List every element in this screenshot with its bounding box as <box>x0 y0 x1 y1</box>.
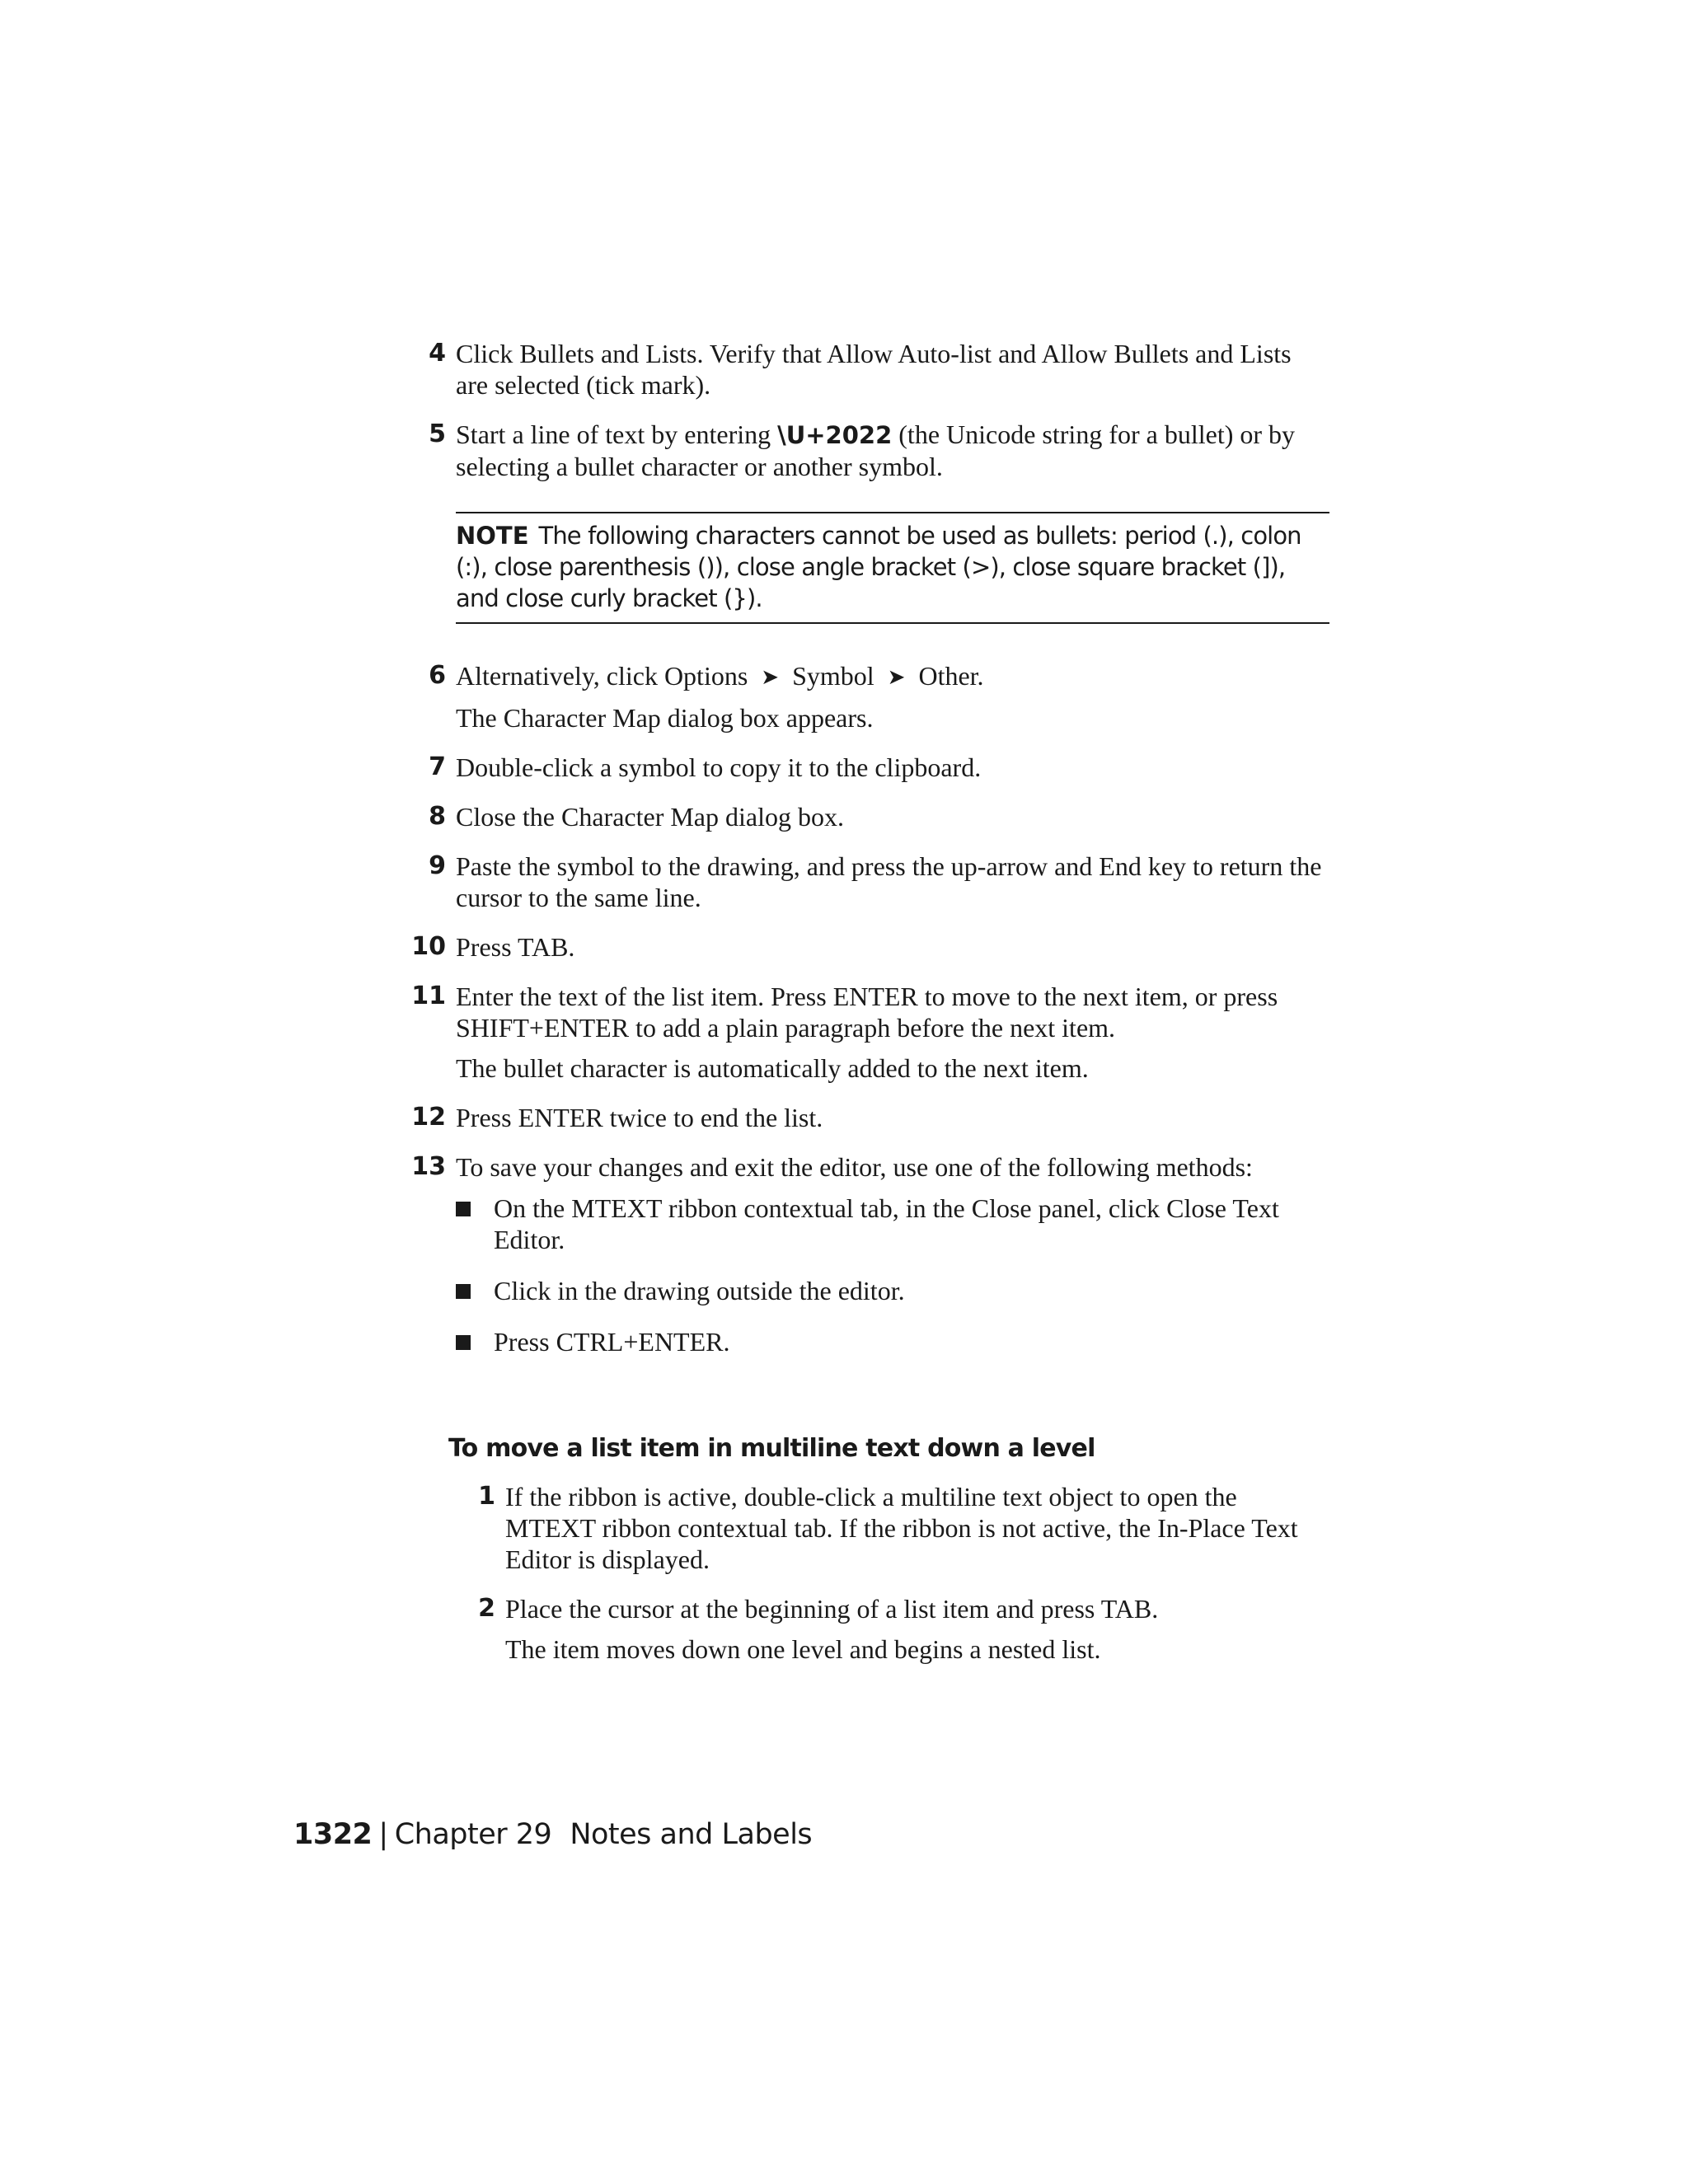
step-text <box>456 419 1329 482</box>
step-text <box>456 660 1329 693</box>
step-number: 1 <box>478 1482 495 1511</box>
step-text-pre: Start a line of text by entering <box>456 419 778 449</box>
step-number: 7 <box>429 752 446 781</box>
note-label: NOTE <box>456 522 529 550</box>
step-number: 2 <box>478 1594 495 1623</box>
step-result: The item moves down one level and begins a nested list. <box>505 1634 1101 1664</box>
step-text: If the ribbon is active, double-click a multiline text object to open the MTEXT ribbon contextual tab. If the ribbon is not active, the In-Place Text Editor is displayed. <box>505 1482 1298 1574</box>
menu-path-symbol: Symbol <box>792 661 874 691</box>
list-item-text: Press CTRL+ENTER. <box>494 1327 730 1357</box>
square-bullet-icon <box>456 1335 471 1350</box>
step-text-post: (the Unicode string for a bullet) or by selecting a bullet character or another symbol. <box>456 419 1296 481</box>
step-text: Click Bullets and Lists. Verify that Allow Auto-list and Allow Bullets and Lists are selected (tick mark). <box>456 339 1292 400</box>
method-list <box>456 1193 1329 1357</box>
step-number: 4 <box>429 339 446 368</box>
list-item <box>456 1193 1329 1255</box>
list-item <box>456 1275 1329 1306</box>
page-number: 1322 <box>293 1818 373 1851</box>
footer-separator: | <box>378 1818 388 1851</box>
note-box <box>456 512 1329 624</box>
list-item-text: Click in the drawing outside the editor. <box>494 1276 905 1305</box>
step-text: To save your changes and exit the editor, use one of the following methods: <box>456 1152 1253 1182</box>
step-number: 9 <box>429 851 446 880</box>
step-text: Press TAB. <box>456 932 575 962</box>
menu-arrow-icon: ➤ <box>761 665 780 689</box>
step-1 <box>478 1481 1329 1575</box>
step-text: Press ENTER twice to end the list. <box>456 1103 823 1132</box>
step-6 <box>429 660 1329 733</box>
chapter-title: Notes and Labels <box>570 1818 813 1851</box>
step-text: Enter the text of the list item. Press ENTER to move to the next item, or press SHIFT+ENTER to add a plain paragraph before the next item. <box>456 982 1278 1043</box>
note-text: The following characters cannot be used as bullets: period (.), colon (:), close parenthesis ()), close angle bracket (>), close square bracket (]), and close curly bracket (}). <box>456 522 1301 612</box>
square-bullet-icon <box>456 1284 471 1299</box>
step-result: The bullet character is automatically added to the next item. <box>456 1053 1089 1083</box>
step-9 <box>429 851 1329 913</box>
menu-arrow-icon: ➤ <box>887 665 906 689</box>
step-number: 5 <box>429 419 446 448</box>
section-heading: To move a list item in multiline text down a level <box>448 1434 1095 1463</box>
list-item-text: On the MTEXT ribbon contextual tab, in the Close panel, click Close Text Editor. <box>494 1193 1279 1254</box>
step-4 <box>429 338 1329 401</box>
menu-path-other: Other. <box>918 661 984 691</box>
unicode-code: \U+2022 <box>777 421 893 449</box>
list-item <box>456 1326 1329 1357</box>
procedure-list-2 <box>478 1481 1329 1665</box>
step-12 <box>411 1102 1329 1133</box>
step-2 <box>478 1593 1329 1665</box>
step-5 <box>429 419 1329 482</box>
square-bullet-icon <box>456 1202 471 1216</box>
menu-path-options: Alternatively, click Options <box>456 661 748 691</box>
step-number: 6 <box>429 661 446 690</box>
step-11 <box>411 981 1329 1084</box>
step-text: Double-click a symbol to copy it to the clipboard. <box>456 752 982 782</box>
step-number: 8 <box>429 802 446 831</box>
step-13 <box>411 1151 1329 1357</box>
step-8 <box>429 801 1329 832</box>
chapter-label: Chapter 29 <box>394 1818 552 1851</box>
step-text: Paste the symbol to the drawing, and press the up-arrow and End key to return the cursor to the same line. <box>456 851 1322 912</box>
step-10 <box>411 931 1329 963</box>
procedure-list <box>411 338 1329 1377</box>
step-text: Close the Character Map dialog box. <box>456 802 844 832</box>
step-number: 12 <box>411 1103 446 1132</box>
step-number: 13 <box>411 1152 446 1181</box>
step-number: 10 <box>411 932 446 961</box>
step-7 <box>429 752 1329 783</box>
step-text: Place the cursor at the beginning of a list item and press TAB. <box>505 1594 1159 1624</box>
page-footer <box>293 1818 812 1851</box>
step-result: The Character Map dialog box appears. <box>456 703 874 733</box>
step-number: 11 <box>411 982 446 1010</box>
